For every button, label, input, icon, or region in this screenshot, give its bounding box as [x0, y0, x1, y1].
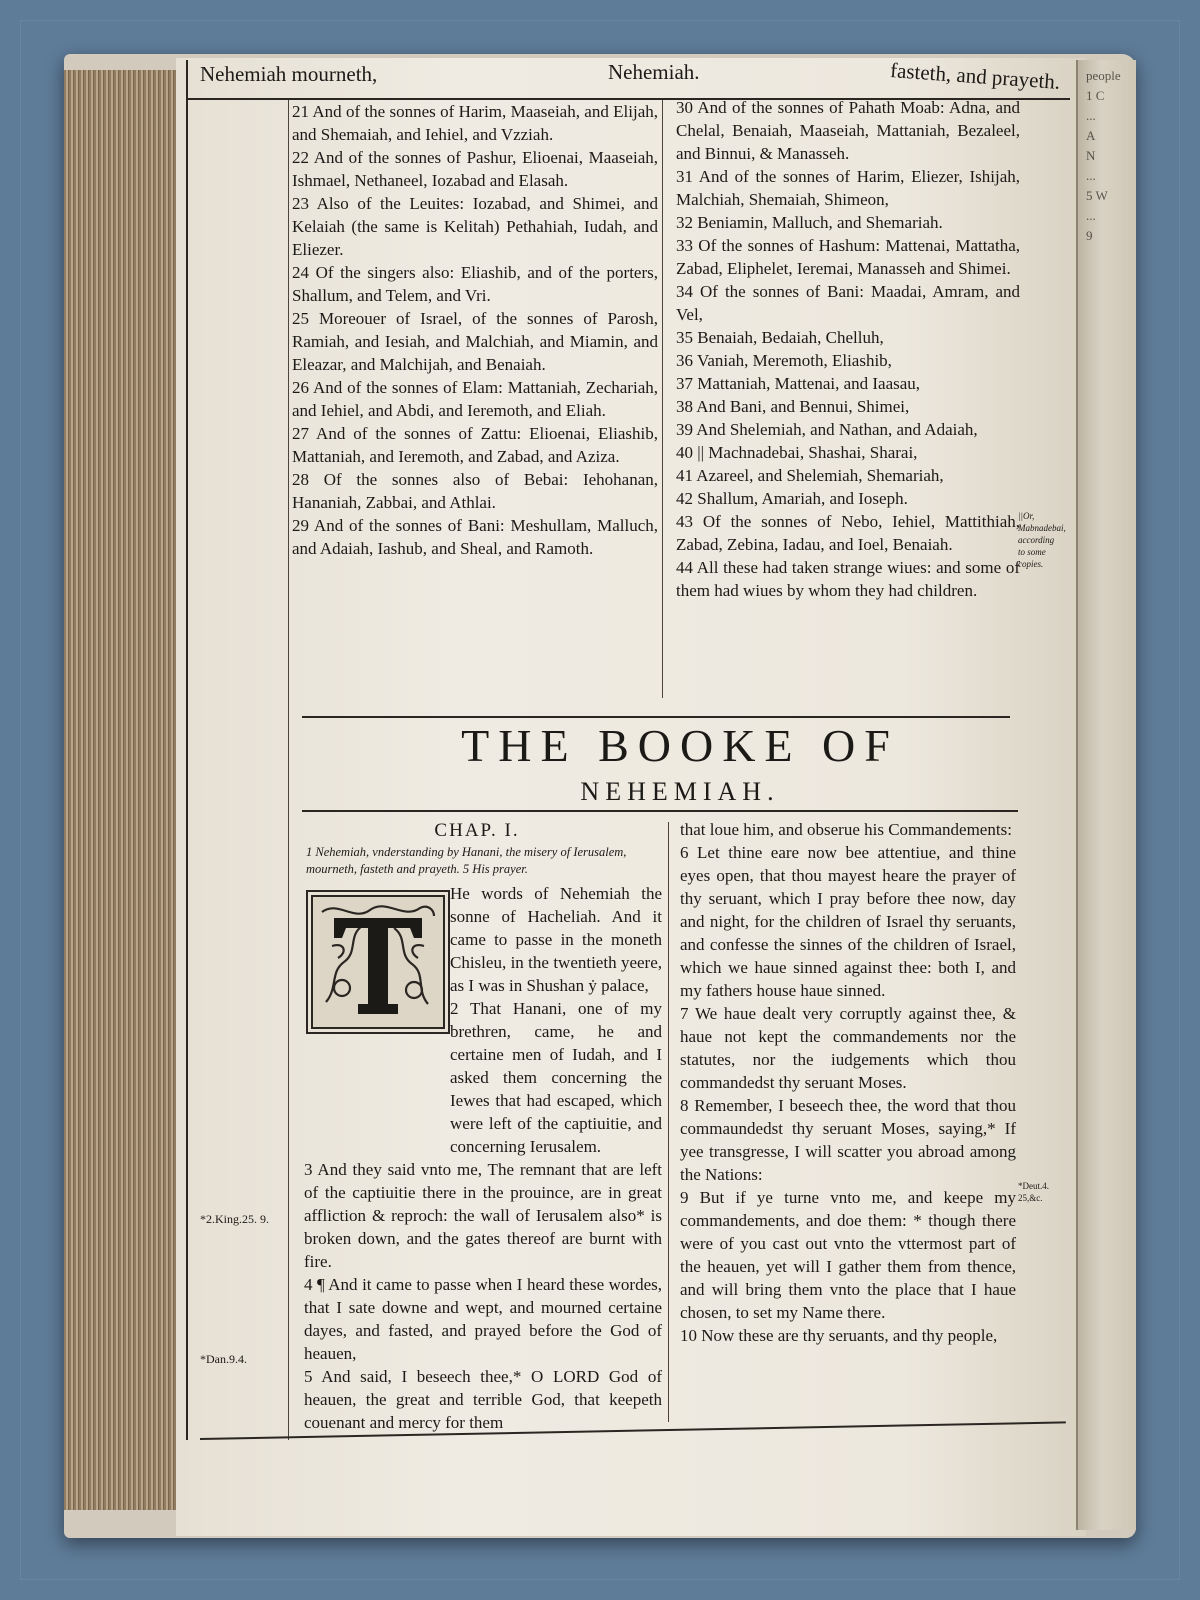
- margin-rule: [288, 100, 289, 1440]
- running-head: [200, 60, 1060, 92]
- verse: 32 Beniamin, Malluch, and Shemariah.: [676, 213, 943, 232]
- verse: 41 Azareel, and Shelemiah, Shemariah,: [676, 466, 944, 485]
- verse: 33 Of the sonnes of Hashum: Mattenai, Mattatha, Zabad, Eliphelet, Ieremai, Manasseh and Shimei.: [676, 236, 1020, 278]
- verse: 29 And of the sonnes of Bani: Meshullam, Malluch, and Adaiah, Iashub, and Sheal, and Ramoth.: [292, 516, 658, 558]
- column-nehemiah-right: [680, 818, 1016, 1347]
- chapter-heading: CHAP. I.: [434, 820, 520, 841]
- verse: 5 And said, I beseech thee,* O LORD God of heauen, the great and terrible God, that keepeth couenant and mercy for them: [304, 1367, 662, 1432]
- verse: 30 And of the sonnes of Pahath Moab: Adna, and Chelal, Benaiah, Maaseiah, Mattaniah, Bezaleel, and Binnui, & Manasseh.: [676, 98, 1020, 163]
- column-ezra-right: [676, 96, 1020, 602]
- verse: 36 Vaniah, Meremoth, Eliashib,: [676, 351, 892, 370]
- verse: 23 Also of the Leuites: Iozabad, and Shimei, and Kelaiah (the same is Kelitah) Pethahiah, Iudah, and Eliezer.: [292, 194, 658, 259]
- verse: 34 Of the sonnes of Bani: Maadai, Amram, and Vel,: [676, 282, 1020, 324]
- margin-reference: *Dan.9.4.: [200, 1352, 247, 1366]
- verse: 39 And Shelemiah, and Nathan, and Adaiah,: [676, 420, 978, 439]
- running-head-center: Nehemiah.: [608, 60, 700, 84]
- verse: 31 And of the sonnes of Harim, Eliezer, Ishijah, Malchiah, Shemaiah, Shimeon,: [676, 167, 1020, 209]
- margin-note-variant: ||Or, Mabnadebai, according to some copies.: [1018, 511, 1066, 569]
- chapter-summary: 1 Nehemiah, vnderstanding by Hanani, the misery of Ierusalem, mourneth, fasteth and prayeth. 5 His prayer.: [306, 845, 627, 876]
- verse: 4 ¶ And it came to passe when I heard these wordes, that I sate downe and wept, and mourned certaine dayes, and fasted, and prayed before the God of heauen,: [304, 1275, 662, 1363]
- verse: 8 Remember, I beseech thee, the word that thou commaundedst thy seruant Moses, saying,* If yee transgresse, I will scatter you abroad among the Nations:: [680, 1096, 1016, 1184]
- verse: 43 Of the sonnes of Nebo, Iehiel, Mattithiah, Zabad, Zebina, Iadau, and Ioel, Benaiah.: [676, 512, 1020, 554]
- verse-1: He words of Nehemiah the sonne of Hacheliah. And it came to passe in the moneth Chisleu, in the twentieth yeere, as I was in Shushan ẏ palace,: [450, 884, 662, 995]
- verse: 10 Now these are thy seruants, and thy people,: [680, 1326, 998, 1345]
- verse: 38 And Bani, and Bennui, Shimei,: [676, 397, 910, 416]
- verse: 22 And of the sonnes of Pashur, Elioenai, Maaseiah, Ishmael, Nethaneel, Iozabad and Elasah.: [292, 148, 658, 190]
- book-title: THE BOOKE OF: [461, 720, 899, 771]
- verse: 44 All these had taken strange wiues: and some of them had wiues by whom they had children.: [676, 558, 1020, 600]
- adjacent-page-fragment: people 1 C ... A N ... 5 W ... 9: [1086, 68, 1121, 243]
- running-head-left: Nehemiah mourneth,: [200, 62, 378, 86]
- column-divider-top: [662, 100, 663, 698]
- verse: 7 We haue dealt very corruptly against thee, & haue not kept the commandements nor the statutes, nor the iudgements which thou commandedst thy seruant Moses.: [680, 1004, 1016, 1092]
- verse: 2 That Hanani, one of my brethren, came, he and certaine men of Iudah, and I asked them concerning the Iewes that had escaped, which were left of the captiuitie, and concerning Ierusalem.: [450, 999, 662, 1156]
- verse: 3 And they said vnto me, The remnant that are left of the captiuitie there in the prouince, are in great affliction & reproch: the wall of Ierusalem also* is broken down, and the gates thereof are burnt with fire.: [304, 1160, 662, 1271]
- verse: 35 Benaiah, Bedaiah, Chelluh,: [676, 328, 884, 347]
- verse: 24 Of the singers also: Eliashib, and of the porters, Shallum, and Telem, and Vri.: [292, 263, 658, 305]
- column-nehemiah-left: [304, 882, 662, 1434]
- verse: that loue him, and obserue his Commandements:: [680, 820, 1012, 839]
- margin-reference: *Deut.4. 25,&c.: [1018, 1181, 1049, 1203]
- adjacent-page-edge: [1076, 60, 1136, 1530]
- verse: 26 And of the sonnes of Elam: Mattaniah, Zechariah, and Iehiel, and Abdi, and Ieremoth, and Eliah.: [292, 378, 658, 420]
- page-edges: [64, 70, 184, 1510]
- column-divider-bottom: [668, 822, 669, 1422]
- verse: 37 Mattaniah, Mattenai, and Iaasau,: [676, 374, 921, 393]
- verse: 21 And of the sonnes of Harim, Maaseiah, and Elijah, and Shemaiah, and Iehiel, and Vzziah.: [292, 102, 658, 144]
- verse: 27 And of the sonnes of Zattu: Elioenai, Eliashib, Mattaniah, and Ieremoth, and Zabad, and Aziza.: [292, 424, 658, 466]
- verse: 9 But if ye turne vnto me, and keepe my commandements, and doe them: * though there were of you cast out vnto the vttermost part of the heauen, yet will I gather them from thence, and will bring them vnto the place that I haue chosen, to set my Name there.: [680, 1188, 1016, 1322]
- margin-reference: *2.King.25. 9.: [200, 1212, 269, 1226]
- book-subtitle: NEHEMIAH.: [580, 777, 780, 806]
- verse: 42 Shallum, Amariah, and Ioseph.: [676, 489, 908, 508]
- verse: 6 Let thine eare now bee attentiue, and thine eyes open, that thou mayest heare the prayer of thy seruant, which I pray before thee now, day and night, for the children of Israel thy seruants, and confesse the sinnes of the children of Israel, which we haue sinned against thee: both I, and my fathers house haue sinned.: [680, 843, 1016, 1000]
- verse: 40 || Machnadebai, Shashai, Sharai,: [676, 443, 918, 462]
- running-head-right: fasteth, and prayeth.: [889, 58, 1061, 94]
- outer-frame-rule: [186, 60, 188, 1440]
- verse: 25 Moreouer of Israel, of the sonnes of Parosh, Ramiah, and Iesiah, and Malchiah, and Miamin, and Eleazar, and Malchijah, and Benaiah.: [292, 309, 658, 374]
- verse: 28 Of the sonnes also of Bebai: Iehohanan, Hananiah, Zabbai, and Athlai.: [292, 470, 658, 512]
- column-ezra-left: [292, 100, 658, 560]
- title-rule-bottom: [302, 810, 1018, 812]
